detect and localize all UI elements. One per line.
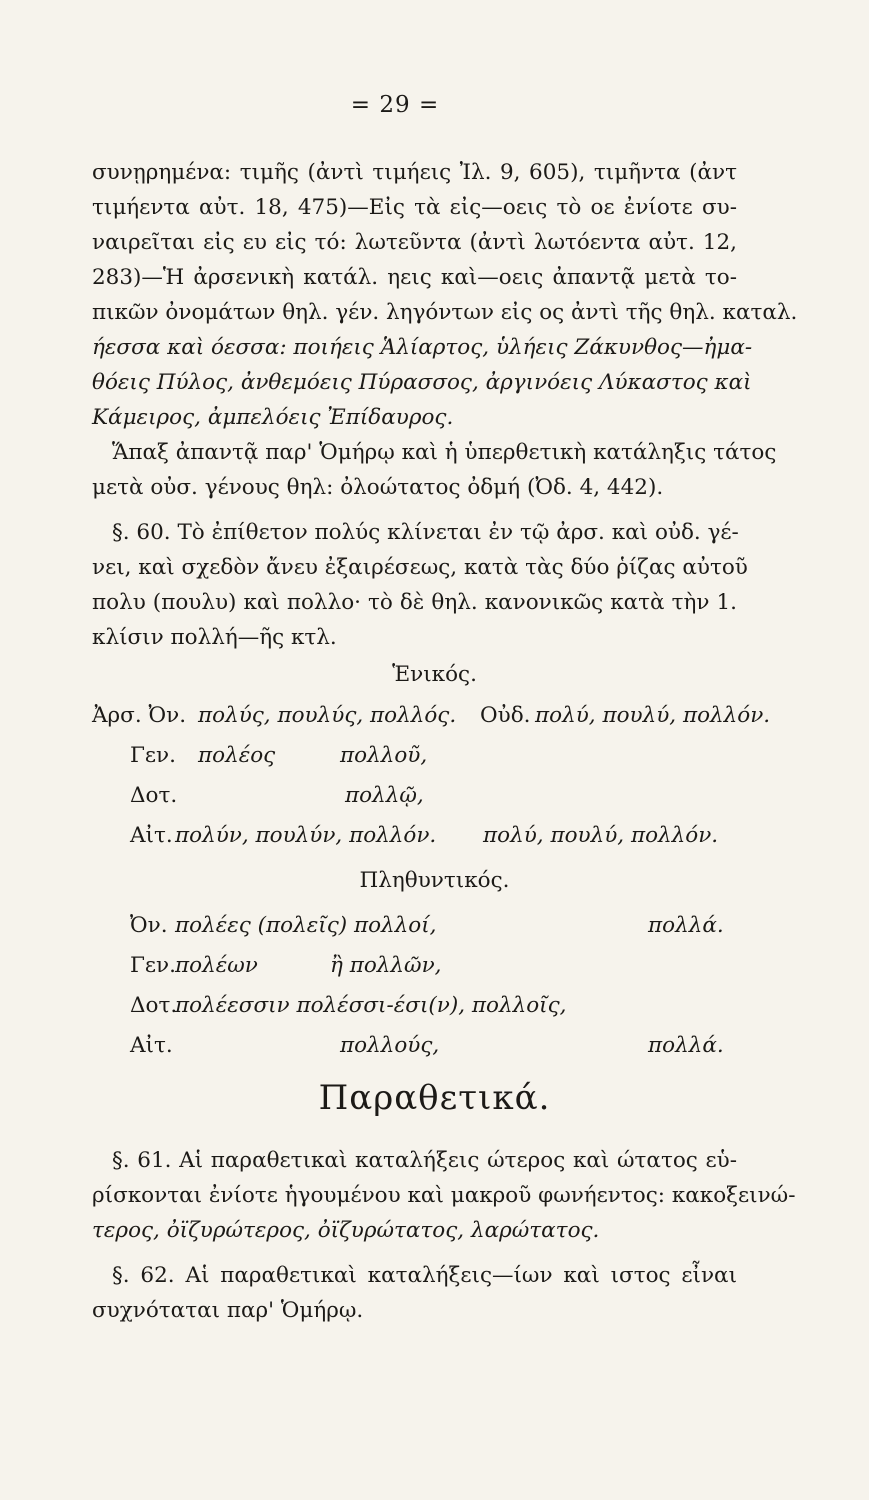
section-heading: Παραθετικά.: [318, 1078, 551, 1118]
case-label: Δοτ.: [130, 783, 178, 808]
text-line: κλίσιν πολλή—ῆς κτλ.: [92, 625, 337, 650]
text-line: ρίσκονται ἐνίοτε ἡγουμένου καὶ μακροῦ φωνήεντος: κακοξεινώ-: [92, 1183, 796, 1208]
masc-forms: πολύς, πουλύς, πολλός.: [198, 703, 457, 728]
neuter-label: Οὐδ.: [480, 703, 531, 728]
masc-forms: πολύν, πουλύν, πολλόν.: [175, 823, 437, 848]
plural-heading: Πληθυντικός.: [359, 868, 510, 893]
neut-forms: πολλῷ,: [345, 783, 424, 808]
case-label: Γεν.: [130, 743, 176, 768]
masc-forms: πολέες (πολεῖς) πολλοί,: [175, 913, 437, 938]
text-line: συχνόταται παρ' Ὁμήρῳ.: [92, 1298, 364, 1323]
text-line: ήεσσα καὶ όεσσα: ποιήεις Ἁλίαρτος, ὑλήεις Ζάκυνθος—ἠμα-: [92, 335, 753, 360]
neut-forms: πολλά.: [648, 913, 724, 938]
neut-forms: πολλοῦ,: [340, 743, 428, 768]
masc-forms: πολέος: [198, 743, 276, 768]
section-61-line: §. 61. Αἱ παραθετικαὶ καταλήξεις ώτερος καὶ ώτατος εὑ-: [112, 1148, 737, 1173]
text-line: Κάμειρος, ἀμπελόεις Ἐπίδαυρος.: [92, 405, 454, 430]
masc-forms: πολέεσσιν πολέσσι-έσι(ν), πολλοῖς,: [175, 993, 567, 1018]
text-line: ναιρεῖται εἰς ευ εἰς τό: λωτεῦντα (ἀντὶ λωτόεντα αὐτ. 12,: [92, 230, 737, 255]
case-label: Δοτ.: [130, 993, 178, 1018]
masc-forms: πολλούς,: [340, 1033, 440, 1058]
section-60-line: §. 60. Τὸ ἐπίθετον πολύς κλίνεται ἐν τῷ ἀρσ. καὶ οὐδ. γέ-: [112, 520, 739, 545]
neut-forms: πολλά.: [648, 1033, 724, 1058]
alt-forms: ἢ πολλῶν,: [330, 953, 442, 978]
masc-forms: πολέων: [175, 953, 258, 978]
text-line: συνῃρημένα: τιμῆς (ἀντὶ τιμήεις Ἰλ. 9, 605), τιμῆντα (ἀντ: [92, 160, 737, 185]
case-label: Αἰτ.: [130, 823, 173, 848]
text-line: πολυ (πουλυ) καὶ πολλο· τὸ δὲ θηλ. κανονικῶς κατὰ τὴν 1.: [92, 590, 737, 615]
singular-heading: Ἑνικός.: [392, 662, 477, 687]
case-label: Ὀν.: [130, 913, 168, 938]
case-label: Γεν.: [130, 953, 176, 978]
text-line: μετὰ οὐσ. γένους θηλ: ὀλοώτατος ὀδμή (Ὀδ. 4, 442).: [92, 475, 664, 500]
text-line: τερος, ὀϊζυρώτερος, ὀϊζυρώτατος, λαρώτατος.: [92, 1218, 600, 1243]
text-line: 283)—Ἡ ἀρσενικὴ κατάλ. ηεις καὶ—οεις ἀπαντᾷ μετὰ το-: [92, 265, 737, 290]
text-line: τιμήεντα αὐτ. 18, 475)—Εἰς τὰ εἰς—οεις τὸ οε ἐνίοτε συ-: [92, 195, 737, 220]
neut-forms: πολύ, πουλύ, πολλόν.: [535, 703, 771, 728]
text-line: θόεις Πύλος, ἀνθεμόεις Πύρασσος, ἀργινόεις Λύκαστος καὶ: [92, 370, 752, 395]
section-62-line: §. 62. Αἱ παραθετικαὶ καταλήξεις—ίων καὶ ιστος εἶναι: [112, 1263, 737, 1288]
case-label: Ἀρσ. Ὀν.: [92, 703, 187, 728]
text-line: πικῶν ὀνομάτων θηλ. γέν. ληγόντων εἰς ος ἀντὶ τῆς θηλ. καταλ.: [92, 300, 798, 325]
text-line: Ἅπαξ ἀπαντᾷ παρ' Ὁμήρῳ καὶ ἡ ὑπερθετικὴ κατάληξις τάτος: [112, 440, 777, 465]
case-label: Αἰτ.: [130, 1033, 173, 1058]
neut-forms: πολύ, πουλύ, πολλόν.: [483, 823, 719, 848]
page-number: = 29 =: [350, 92, 440, 118]
text-line: νει, καὶ σχεδὸν ἄνευ ἐξαιρέσεως, κατὰ τὰς δύο ῥίζας αὐτοῦ: [92, 555, 748, 580]
